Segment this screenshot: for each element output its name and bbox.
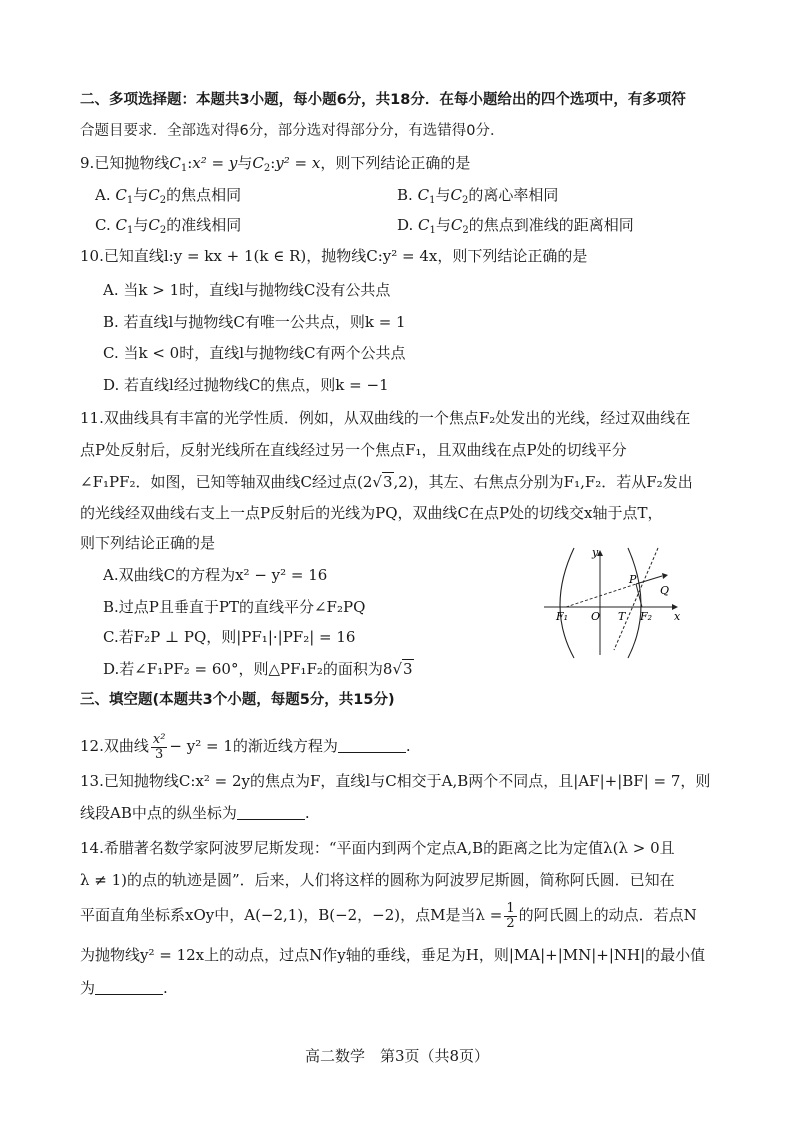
question-11-line-2: 点P处反射后，反射光线所在直线经过另一个焦点F₁，且双曲线在点P处的切线平分 (80, 441, 627, 459)
question-9-option-b[interactable]: B. $C_1$与$C_2$的离心率相同 (397, 186, 559, 206)
question-10-option-b[interactable]: B. 若直线l与抛物线C有唯一公共点，则k = 1 (103, 313, 406, 331)
question-9-option-a[interactable]: A. $C_1$与$C_2$的焦点相同 (95, 186, 242, 206)
page-footer: 高二数学 第3页（共8页） (304, 1047, 490, 1065)
question-10-option-d[interactable]: D. 若直线l经过抛物线C的焦点，则k = −1 (103, 376, 389, 394)
question-12: 12.双曲线 $\frac{\text{x²}}{3}$ − y² = 1的渐近线方程为 . (80, 731, 411, 762)
question-11-option-c[interactable]: C.若F₂P ⊥ PQ，则|PF₁|·|PF₂| = 16 (103, 628, 356, 646)
section-note-multi: 合题目要求．全部选对得6分，部分选对得部分分，有选错得0分． (80, 123, 505, 139)
fig-label-f2: F₂ (640, 610, 653, 623)
question-11-option-d[interactable]: D.若∠F₁PF₂ = 60°，则△PF₁F₂的面积为8√3 (103, 660, 413, 678)
question-14-line-5: 为 . (80, 979, 168, 997)
fig-label-q: Q (660, 584, 670, 597)
fig-label-t: T (618, 610, 626, 623)
section-heading-multi: 二、多项选择题：本题共3小题，每小题6分，共18分．在每小题给出的四个选项中，有多项符 (80, 92, 686, 108)
question-11-option-b[interactable]: B.过点P且垂直于PT的直线平分∠F₂PQ (103, 598, 366, 616)
question-14-line-1: 14.希腊著名数学家阿波罗尼斯发现：“平面内到两个定点A,B的距离之比为定值λ(λ > 0且 (80, 839, 675, 857)
question-9-stem: 9.已知抛物线$C_1:x^2 = y$与$C_2:y^2 = x$，则下列结论正确的是 (80, 154, 471, 174)
question-11-line-4: 的光线经双曲线右支上一点P反射后的光线为PQ，双曲线C在点P处的切线交x轴于点T， (80, 504, 663, 522)
answer-blank-12[interactable] (338, 738, 406, 753)
hyperbola-figure (536, 540, 686, 660)
question-10-stem: 10.已知直线l:y = kx + 1(k ∈ R)，抛物线C:y² = 4x，则下列结论正确的是 (80, 247, 588, 265)
answer-blank-14[interactable] (95, 980, 163, 995)
fig-label-y: y (592, 546, 599, 559)
question-11-line-3: ∠F₁PF₂．如图，已知等轴双曲线C经过点(2√3,2)，其左、右焦点分别为F₁,F₂．若从F₂发出 (80, 473, 693, 491)
question-11-line-1: 11.双曲线具有丰富的光学性质．例如，从双曲线的一个焦点F₂处发出的光线，经过双曲线在 (80, 409, 691, 427)
question-10-option-a[interactable]: A. 当k > 1时，直线l与抛物线C没有公共点 (103, 281, 391, 299)
fig-label-o: O (591, 610, 601, 623)
question-10-option-c[interactable]: C. 当k < 0时，直线l与抛物线C有两个公共点 (103, 344, 406, 362)
fig-label-p: P (629, 573, 637, 586)
question-11-line-5: 则下列结论正确的是 (80, 534, 216, 552)
fig-label-x: x (674, 610, 681, 623)
question-9-option-c[interactable]: C. $C_1$与$C_2$的准线相同 (95, 216, 242, 236)
question-13-line-1: 13.已知抛物线C:x² = 2y的焦点为F，直线l与C相交于A,B两个不同点，且|AF|+|BF| = 7，则 (80, 772, 711, 790)
question-14-line-2: λ ≠ 1)的点的轨迹是圆”．后来，人们将这样的圆称为阿波罗尼斯圆，简称阿氏圆．已知在 (80, 871, 675, 889)
question-9-option-d[interactable]: D. $C_1$与$C_2$的焦点到准线的距离相同 (397, 216, 634, 236)
fig-label-f1: F₁ (556, 610, 569, 623)
question-11-option-a[interactable]: A.双曲线C的方程为x² − y² = 16 (103, 566, 328, 584)
question-14-line-3: 平面直角坐标系xOy中，A(−2,1)，B(−2，−2)，点M是当λ = $\frac{1}{2}$ 的阿氏圆上的动点．若点N (80, 900, 697, 931)
answer-blank-13[interactable] (237, 805, 305, 820)
section-heading-fill: 三、填空题(本题共3个小题，每题5分，共15分) (80, 692, 395, 708)
question-13-line-2: 线段AB中点的纵坐标为 . (80, 804, 310, 822)
question-14-line-4: 为抛物线y² = 12x上的动点，过点N作y轴的垂线，垂足为H，则|MA|+|MN|+|NH|的最小值 (80, 946, 706, 964)
